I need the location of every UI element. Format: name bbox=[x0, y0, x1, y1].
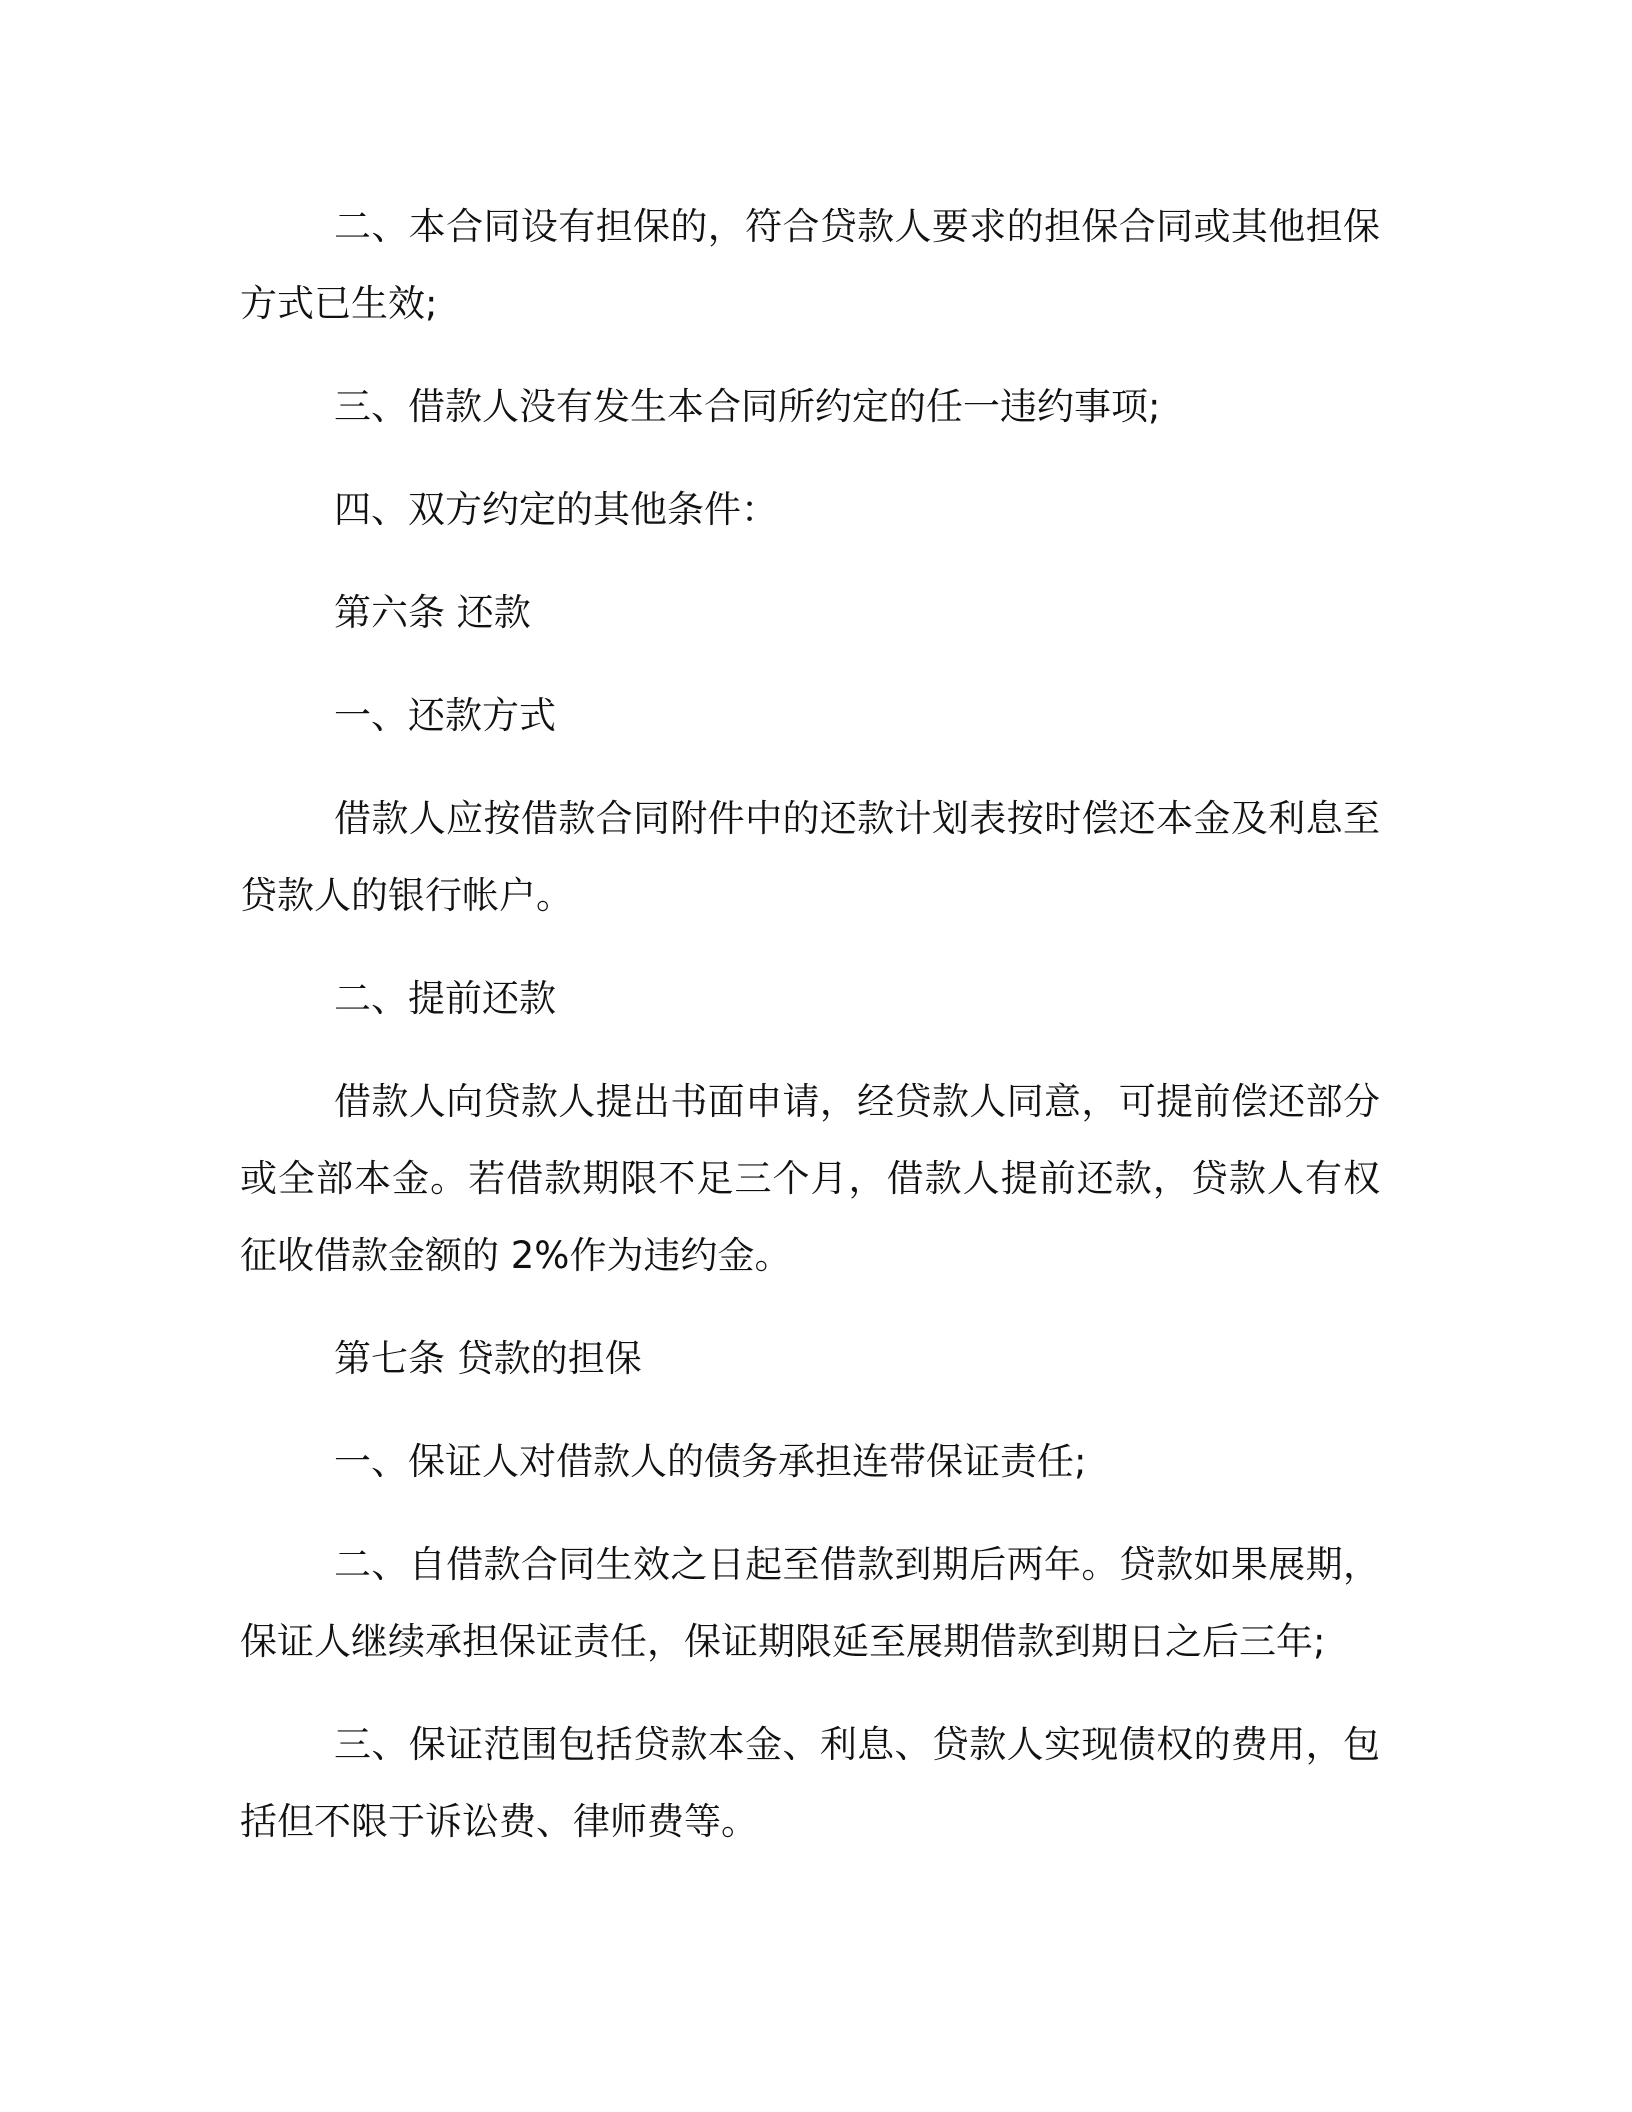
repayment-method-text: 借款人应按借款合同附件中的还款计划表按时偿还本金及利息至贷款人的银行帐户。 bbox=[240, 797, 1380, 917]
prepayment-text: 借款人向贷款人提出书面申请，经贷款人同意，可提前偿还部分或全部本金。若借款期限不足三个月，借款人提前还款，贷款人有权征收借款金额的 2%作为违约金。 bbox=[240, 1080, 1380, 1277]
guarantee-item-3: 三、保证范围包括贷款本金、利息、贷款人实现债权的费用，包括但不限于诉讼费、律师费等。 bbox=[240, 1723, 1380, 1843]
clause-5-item-2: 二、本合同设有担保的，符合贷款人要求的担保合同或其他担保方式已生效; bbox=[240, 205, 1380, 325]
guarantee-item-2: 二、自借款合同生效之日起至借款到期后两年。贷款如果展期，保证人继续承担保证责任，保证期限延至展期借款到期日之后三年; bbox=[240, 1543, 1380, 1663]
clause-5-item-4: 四、双方约定的其他条件： bbox=[334, 488, 778, 531]
clause-5-item-3: 三、借款人没有发生本合同所约定的任一违约事项; bbox=[334, 385, 1161, 428]
guarantee-item-1: 一、保证人对借款人的债务承担连带保证责任; bbox=[334, 1440, 1087, 1483]
article-6-heading: 第六条 还款 bbox=[334, 591, 531, 634]
article-7-heading: 第七条 贷款的担保 bbox=[334, 1337, 642, 1380]
document-body bbox=[240, 188, 1380, 1886]
repayment-method-heading: 一、还款方式 bbox=[334, 694, 556, 737]
prepayment-heading: 二、提前还款 bbox=[334, 977, 556, 1020]
